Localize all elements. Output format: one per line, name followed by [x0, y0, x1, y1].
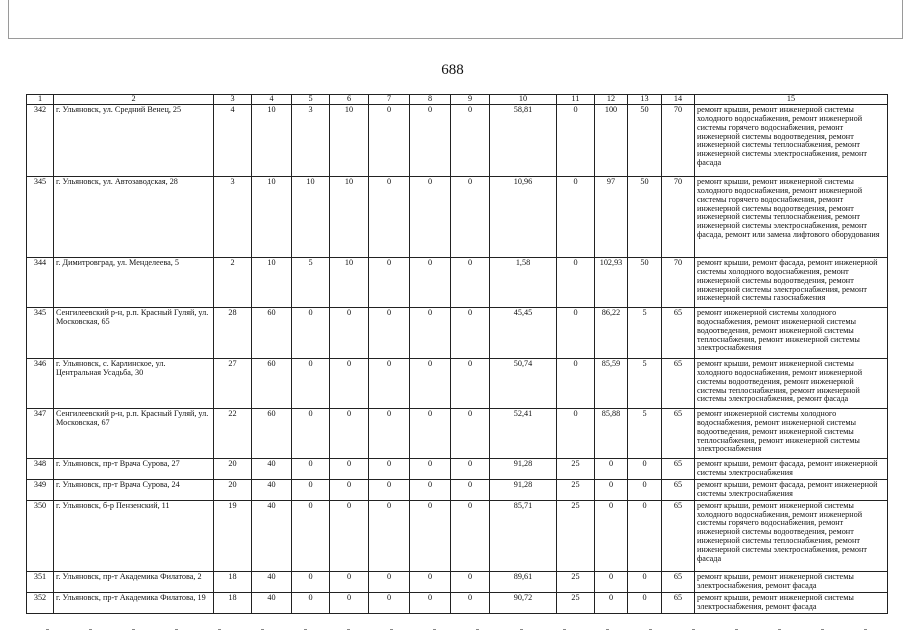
table-row	[27, 500, 888, 571]
cell-col-10: 91,28	[490, 480, 557, 501]
cell-col-6: 10	[330, 258, 369, 308]
cell-col-9: 0	[451, 571, 490, 592]
cell-row-number: 342	[27, 105, 54, 177]
cell-address: г. Ульяновск, пр-т Врача Сурова, 24	[54, 480, 214, 501]
cell-col-4: 40	[252, 480, 292, 501]
cell-col-8: 0	[410, 105, 451, 177]
cell-row-number: 346	[27, 359, 54, 409]
column-header-7: 7	[369, 95, 410, 105]
column-header-1: 1	[27, 95, 54, 105]
cell-col-7: 0	[369, 409, 410, 459]
cell-col-10: 52,41	[490, 409, 557, 459]
table-row	[27, 308, 888, 359]
cell-col-13: 0	[628, 571, 662, 592]
cell-col-8: 0	[410, 409, 451, 459]
cell-address: Сенгилеевский р-н, р.п. Красный Гуляй, ул. Московская, 67	[54, 409, 214, 459]
cell-col-8: 0	[410, 308, 451, 359]
column-header-13: 13	[628, 95, 662, 105]
cell-row-number: 349	[27, 480, 54, 501]
cell-col-7: 0	[369, 359, 410, 409]
cell-col-5: 0	[292, 571, 330, 592]
cell-col-12: 102,93	[595, 258, 628, 308]
table-row	[27, 409, 888, 459]
cell-col-6: 0	[330, 480, 369, 501]
cell-col-5: 0	[292, 359, 330, 409]
cell-col-6: 0	[330, 359, 369, 409]
cell-col-13: 0	[628, 500, 662, 571]
table-row	[27, 480, 888, 501]
cell-col-4: 40	[252, 571, 292, 592]
cell-col-10: 58,81	[490, 105, 557, 177]
cell-col-6: 0	[330, 409, 369, 459]
cell-row-number: 345	[27, 308, 54, 359]
cell-col-14: 70	[662, 258, 695, 308]
cell-col-9: 0	[451, 500, 490, 571]
cell-col-14: 65	[662, 592, 695, 613]
cell-col-13: 0	[628, 459, 662, 480]
cell-col-12: 97	[595, 177, 628, 258]
cell-col-8: 0	[410, 480, 451, 501]
cell-col-7: 0	[369, 258, 410, 308]
cell-col-9: 0	[451, 459, 490, 480]
cell-col-13: 0	[628, 592, 662, 613]
cell-works-description: ремонт крыши, ремонт инженерной системы холодного водоснабжения, ремонт инженерной системы горячего водоснабжения, ремонт инженерной системы водоотведения, ремонт инженерной системы теплоснабжения, ремонт инженерной системы электроснабжения, ремонт фасада	[695, 105, 888, 177]
cell-col-7: 0	[369, 480, 410, 501]
column-header-14: 14	[662, 95, 695, 105]
cell-col-4: 10	[252, 105, 292, 177]
cell-col-4: 10	[252, 177, 292, 258]
cell-row-number: 350	[27, 500, 54, 571]
cell-col-7: 0	[369, 177, 410, 258]
cell-address: г. Ульяновск, ул. Средний Венец, 25	[54, 105, 214, 177]
table-row	[27, 177, 888, 258]
cell-col-13: 5	[628, 409, 662, 459]
cell-works-description: ремонт крыши, ремонт фасада, ремонт инженерной системы холодного водоснабжения, ремонт инженерной системы водоотведения, ремонт инженерной системы электроснабжения, ремонт инженерной системы газоснабжения	[695, 258, 888, 308]
cell-col-8: 0	[410, 459, 451, 480]
cell-col-13: 5	[628, 308, 662, 359]
cell-col-8: 0	[410, 258, 451, 308]
cell-address: г. Ульяновск, пр-т Врача Сурова, 27	[54, 459, 214, 480]
cell-col-6: 0	[330, 459, 369, 480]
cell-col-5: 0	[292, 592, 330, 613]
cell-col-4: 10	[252, 258, 292, 308]
cell-col-13: 0	[628, 480, 662, 501]
cell-address: Сенгилеевский р-н, р.п. Красный Гуляй, ул. Московская, 65	[54, 308, 214, 359]
cell-row-number: 348	[27, 459, 54, 480]
cell-works-description: ремонт инженерной системы холодного водоснабжения, ремонт инженерной системы водоотведения, ремонт инженерной системы теплоснабжения, ремонт инженерной системы электроснабжения	[695, 308, 888, 359]
cell-col-14: 65	[662, 359, 695, 409]
cell-col-3: 27	[214, 359, 252, 409]
cell-col-9: 0	[451, 592, 490, 613]
table-row	[27, 105, 888, 177]
cell-row-number: 351	[27, 571, 54, 592]
cell-col-6: 10	[330, 177, 369, 258]
cell-col-6: 0	[330, 571, 369, 592]
cell-col-6: 0	[330, 308, 369, 359]
cell-col-12: 85,88	[595, 409, 628, 459]
column-header-15: 15	[695, 95, 888, 105]
cell-col-3: 20	[214, 459, 252, 480]
cell-col-12: 0	[595, 592, 628, 613]
cell-col-13: 50	[628, 177, 662, 258]
cell-col-11: 25	[557, 500, 595, 571]
cell-row-number: 347	[27, 409, 54, 459]
table-row	[27, 258, 888, 308]
column-header-9: 9	[451, 95, 490, 105]
cell-works-description: ремонт крыши, ремонт фасада, ремонт инженерной системы электроснабжения	[695, 459, 888, 480]
cell-col-14: 65	[662, 459, 695, 480]
cell-col-5: 0	[292, 500, 330, 571]
cell-col-10: 10,96	[490, 177, 557, 258]
cell-works-description: ремонт крыши, ремонт фасада, ремонт инженерной системы электроснабжения	[695, 480, 888, 501]
cell-col-3: 22	[214, 409, 252, 459]
cell-col-9: 0	[451, 409, 490, 459]
cell-col-5: 5	[292, 258, 330, 308]
scan-noise	[26, 624, 887, 634]
cell-address: г. Димитровград, ул. Менделеева, 5	[54, 258, 214, 308]
cell-col-3: 18	[214, 592, 252, 613]
cell-col-3: 3	[214, 177, 252, 258]
cell-col-11: 25	[557, 592, 595, 613]
cell-col-10: 45,45	[490, 308, 557, 359]
cell-works-description: ремонт крыши, ремонт инженерной системы электроснабжения, ремонт фасада	[695, 571, 888, 592]
cell-col-12: 0	[595, 480, 628, 501]
cell-col-6: 0	[330, 500, 369, 571]
cell-col-12: 85,59	[595, 359, 628, 409]
cell-address: г. Ульяновск, с. Карлинское, ул. Центральная Усадьба, 30	[54, 359, 214, 409]
cell-col-8: 0	[410, 500, 451, 571]
cell-col-11: 0	[557, 308, 595, 359]
column-header-12: 12	[595, 95, 628, 105]
cell-col-14: 65	[662, 409, 695, 459]
cell-col-10: 89,61	[490, 571, 557, 592]
table-row	[27, 592, 888, 613]
column-header-3: 3	[214, 95, 252, 105]
cell-col-10: 85,71	[490, 500, 557, 571]
column-header-4: 4	[252, 95, 292, 105]
cell-col-9: 0	[451, 308, 490, 359]
cell-col-7: 0	[369, 308, 410, 359]
cell-col-9: 0	[451, 258, 490, 308]
cell-col-3: 2	[214, 258, 252, 308]
page-number: 688	[441, 62, 464, 78]
cell-col-7: 0	[369, 571, 410, 592]
cell-works-description: ремонт инженерной системы холодного водоснабжения, ремонт инженерной системы водоотведения, ремонт инженерной системы теплоснабжения, ремонт инженерной системы электроснабжения	[695, 409, 888, 459]
cell-col-4: 60	[252, 359, 292, 409]
cell-col-3: 20	[214, 480, 252, 501]
cell-row-number: 344	[27, 258, 54, 308]
cell-col-5: 10	[292, 177, 330, 258]
cell-col-8: 0	[410, 177, 451, 258]
cell-col-10: 91,28	[490, 459, 557, 480]
cell-col-12: 100	[595, 105, 628, 177]
cell-address: г. Ульяновск, ул. Автозаводская, 28	[54, 177, 214, 258]
cell-col-11: 25	[557, 459, 595, 480]
cell-col-13: 5	[628, 359, 662, 409]
cell-col-4: 60	[252, 409, 292, 459]
cell-works-description: ремонт крыши, ремонт инженерной системы холодного водоснабжения, ремонт инженерной системы горячего водоснабжения, ремонт инженерной системы водоотведения, ремонт инженерной системы теплоснабжения, ремонт инженерной системы электроснабжения, ремонт фасада, ремонт или замена лифтового оборудования	[695, 177, 888, 258]
cell-col-9: 0	[451, 105, 490, 177]
cell-col-3: 18	[214, 571, 252, 592]
cell-col-3: 28	[214, 308, 252, 359]
cell-col-3: 19	[214, 500, 252, 571]
cell-col-4: 60	[252, 308, 292, 359]
cell-col-9: 0	[451, 177, 490, 258]
cell-works-description: ремонт крыши, ремонт инженерной системы холодного водоснабжения, ремонт инженерной системы горячего водоснабжения, ремонт инженерной системы водоотведения, ремонт инженерной системы теплоснабжения, ремонт инженерной системы электроснабжения, ремонт фасада	[695, 500, 888, 571]
cell-col-6: 0	[330, 592, 369, 613]
column-header-10: 10	[490, 95, 557, 105]
cell-col-14: 65	[662, 500, 695, 571]
cell-col-13: 50	[628, 105, 662, 177]
cell-col-5: 0	[292, 480, 330, 501]
cell-col-14: 70	[662, 177, 695, 258]
cell-col-4: 40	[252, 500, 292, 571]
cell-col-12: 0	[595, 500, 628, 571]
cell-col-12: 0	[595, 571, 628, 592]
cell-col-11: 0	[557, 105, 595, 177]
cell-col-11: 25	[557, 571, 595, 592]
cell-row-number: 345	[27, 177, 54, 258]
cell-col-5: 3	[292, 105, 330, 177]
cell-col-11: 0	[557, 258, 595, 308]
cell-col-7: 0	[369, 459, 410, 480]
cell-works-description: ремонт крыши, ремонт инженерной системы холодного водоснабжения, ремонт инженерной системы водоотведения, ремонт инженерной системы теплоснабжения, ремонт инженерной системы электроснабжения, ремонт фасада	[695, 359, 888, 409]
cell-works-description: ремонт крыши, ремонт инженерной системы электроснабжения, ремонт фасада	[695, 592, 888, 613]
cell-address: г. Ульяновск, б-р Пензенский, 11	[54, 500, 214, 571]
column-header-11: 11	[557, 95, 595, 105]
cell-col-14: 65	[662, 480, 695, 501]
cell-col-5: 0	[292, 459, 330, 480]
table-header-row	[27, 95, 888, 105]
cell-col-3: 4	[214, 105, 252, 177]
cell-col-4: 40	[252, 459, 292, 480]
table-body	[27, 105, 888, 614]
cell-col-12: 86,22	[595, 308, 628, 359]
cell-col-5: 0	[292, 308, 330, 359]
cell-col-12: 0	[595, 459, 628, 480]
repair-schedule-table	[26, 94, 888, 614]
cell-col-7: 0	[369, 105, 410, 177]
table-row	[27, 571, 888, 592]
table-row	[27, 359, 888, 409]
cell-col-8: 0	[410, 359, 451, 409]
cell-col-10: 50,74	[490, 359, 557, 409]
column-header-2: 2	[54, 95, 214, 105]
column-header-6: 6	[330, 95, 369, 105]
cell-address: г. Ульяновск, пр-т Академика Филатова, 19	[54, 592, 214, 613]
cell-col-7: 0	[369, 500, 410, 571]
column-header-5: 5	[292, 95, 330, 105]
previous-page-frame	[8, 0, 903, 39]
cell-col-10: 1,58	[490, 258, 557, 308]
cell-col-4: 40	[252, 592, 292, 613]
cell-col-11: 0	[557, 409, 595, 459]
cell-col-8: 0	[410, 592, 451, 613]
cell-col-13: 50	[628, 258, 662, 308]
cell-col-7: 0	[369, 592, 410, 613]
cell-col-9: 0	[451, 359, 490, 409]
cell-col-5: 0	[292, 409, 330, 459]
cell-col-10: 90,72	[490, 592, 557, 613]
cell-col-14: 65	[662, 308, 695, 359]
cell-col-9: 0	[451, 480, 490, 501]
cell-col-14: 70	[662, 105, 695, 177]
cell-col-14: 65	[662, 571, 695, 592]
cell-col-8: 0	[410, 571, 451, 592]
cell-address: г. Ульяновск, пр-т Академика Филатова, 2	[54, 571, 214, 592]
table-row	[27, 459, 888, 480]
cell-row-number: 352	[27, 592, 54, 613]
cell-col-11: 25	[557, 480, 595, 501]
cell-col-11: 0	[557, 177, 595, 258]
column-header-8: 8	[410, 95, 451, 105]
cell-col-6: 10	[330, 105, 369, 177]
cell-col-11: 0	[557, 359, 595, 409]
